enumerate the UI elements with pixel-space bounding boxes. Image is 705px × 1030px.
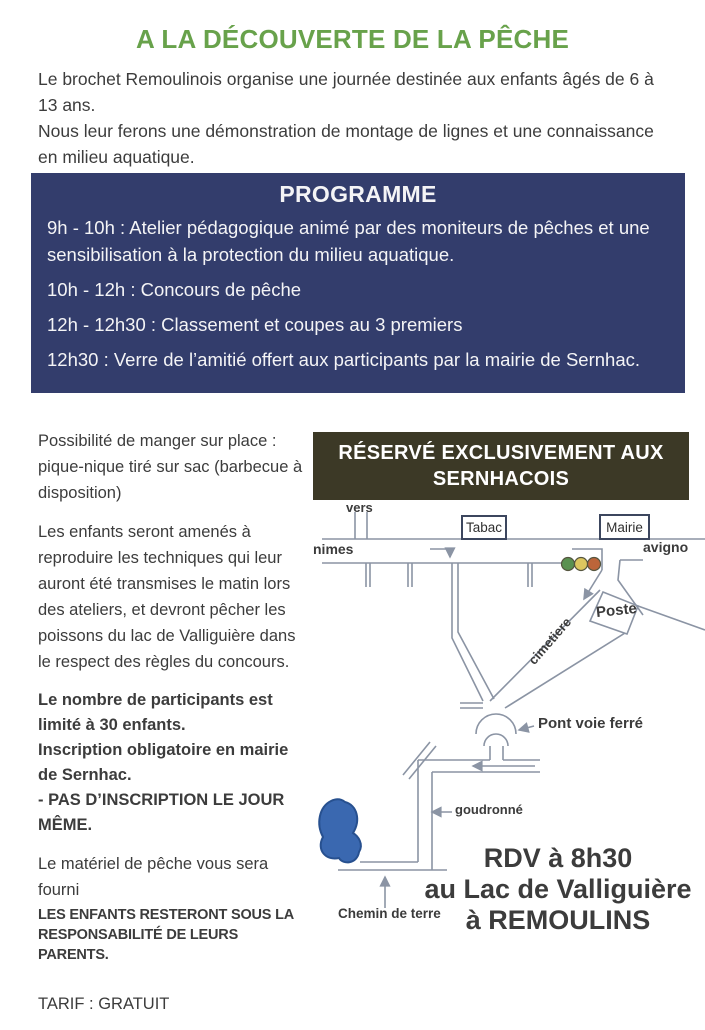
programme-item-2: 10h - 12h : Concours de pêche bbox=[47, 279, 302, 300]
map-label-nimes: nimes bbox=[313, 541, 354, 557]
programme-item-3: 12h - 12h30 : Classement et coupes au 3 premiers bbox=[47, 314, 463, 335]
programme-box bbox=[31, 173, 685, 393]
info-column bbox=[38, 428, 310, 1030]
no-sameday-registration: - PAS D’INSCRIPTION LE JOUR MÊME. bbox=[38, 791, 285, 834]
reserved-banner bbox=[313, 432, 689, 500]
programme-item-4: 12h30 : Verre de l’amitié offert aux participants par la mairie de Sernhac. bbox=[47, 349, 641, 370]
rdv-line3: à REMOULINS bbox=[465, 905, 651, 935]
meal-info: Possibilité de manger sur place : pique-nique tiré sur sac (barbecue à disposition) bbox=[38, 432, 303, 502]
rdv-note bbox=[423, 843, 693, 936]
road-under-bridge bbox=[490, 746, 503, 760]
intro-paragraph-1: Le brochet Remoulinois organise une journée destinée aux enfants âgés de 6 à 13 ans. bbox=[38, 69, 654, 115]
map-label-poste: Poste bbox=[595, 599, 638, 622]
bridge-arch-icon bbox=[476, 714, 516, 746]
page-title: A LA DÉCOUVERTE DE LA PÊCHE bbox=[136, 24, 569, 54]
access-map bbox=[313, 500, 705, 1000]
reserved-banner-line1: RÉSERVÉ EXCLUSIVEMENT AUX bbox=[338, 442, 664, 464]
road-vers-street bbox=[355, 512, 367, 539]
rdv-line1: RDV à 8h30 bbox=[483, 843, 633, 873]
equipment-info: Le matériel de pêche vous sera fourni bbox=[38, 855, 269, 899]
activities-info: Les enfants seront amenés à reproduire les techniques qui leur auront été transmises le matin lors des ateliers, et devront pêcher les poissons du lac de Valliguière dans le respect des règles du concours. bbox=[38, 523, 296, 671]
programme-item-1: 9h - 10h : Atelier pédagogique animé par des moniteurs de pêches et une sensibilisation à la protection du milieu aquatique. bbox=[47, 217, 650, 265]
reserved-banner-line2: SERNHACOIS bbox=[432, 468, 570, 490]
road-main-left-edge bbox=[452, 563, 483, 701]
road-side-streets bbox=[366, 563, 532, 587]
rdv-line2: au Lac de Valliguière bbox=[424, 874, 692, 904]
map-label-chemin-de-terre: Chemin de terre bbox=[338, 906, 441, 921]
turn-arrow bbox=[430, 549, 450, 557]
mairie-direction-arrow bbox=[584, 570, 602, 599]
responsibility-note: LES ENFANTS RESTERONT SOUS LA RESPONSABILITÉ DE LEURS PARENTS. bbox=[38, 907, 294, 963]
map-label-mairie: Mairie bbox=[599, 514, 650, 540]
map-label-cimetiere: cimetiere bbox=[525, 614, 575, 668]
map-label-avignon: avigno bbox=[643, 539, 689, 555]
map-label-vers: vers bbox=[346, 500, 373, 515]
road-cimetiere-right-edge bbox=[505, 633, 625, 708]
map-label-pont-voie-ferre: Pont voie ferré bbox=[538, 715, 644, 732]
traffic-light-icon bbox=[562, 558, 601, 571]
registration-info: Inscription obligatoire en mairie de Sernhac. bbox=[38, 741, 289, 784]
intro-text bbox=[38, 66, 670, 170]
intro-paragraph-2: Nous leur ferons une démonstration de montage de lignes et une connaissance en milieu aquatique. bbox=[38, 121, 654, 167]
pont-arrow bbox=[519, 726, 534, 730]
price-info: TARIF : GRATUIT bbox=[38, 995, 170, 1013]
map-label-goudronne: goudronné bbox=[455, 802, 523, 817]
map-label-tabac: Tabac bbox=[461, 515, 507, 540]
lake-shape bbox=[319, 799, 361, 862]
participants-limit: Le nombre de participants est limité à 30 enfants. bbox=[38, 691, 273, 734]
road-main-right-edge bbox=[458, 563, 494, 699]
programme-heading: PROGRAMME bbox=[279, 181, 437, 207]
road-east bbox=[638, 606, 705, 630]
side-lane bbox=[460, 703, 483, 708]
